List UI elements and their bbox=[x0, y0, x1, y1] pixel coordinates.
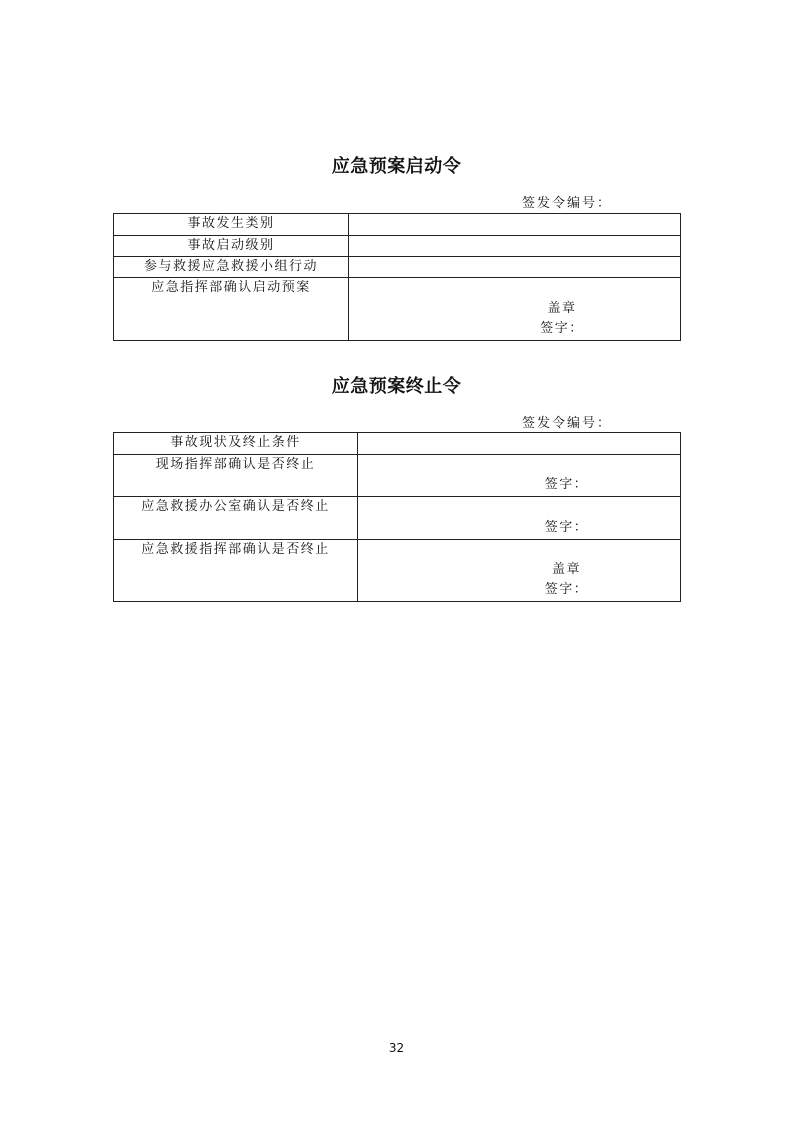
sign-label: 签字： bbox=[544, 582, 589, 597]
table-row bbox=[114, 433, 681, 455]
start-order-table bbox=[113, 213, 681, 341]
row-value-field[interactable] bbox=[358, 433, 681, 455]
seal-label: 盖章 bbox=[551, 562, 581, 577]
row-value-field[interactable] bbox=[349, 257, 681, 278]
row-label: 现场指挥部确认是否终止 bbox=[114, 455, 358, 497]
row-value-field[interactable] bbox=[349, 214, 681, 236]
table-row bbox=[114, 497, 681, 540]
table-row bbox=[114, 236, 681, 257]
table-row bbox=[114, 214, 681, 236]
table-row bbox=[114, 257, 681, 278]
row-label: 应急救援办公室确认是否终止 bbox=[114, 497, 358, 540]
end-order-table bbox=[113, 432, 681, 602]
row-label: 事故启动级别 bbox=[114, 236, 349, 257]
table-row bbox=[114, 278, 681, 341]
table-row bbox=[114, 540, 681, 602]
signature-block bbox=[358, 475, 680, 495]
row-label: 应急救援指挥部确认是否终止 bbox=[114, 540, 358, 602]
signature-block bbox=[358, 560, 680, 600]
signature-field[interactable] bbox=[358, 497, 681, 540]
start-order-title: 应急预案启动令 bbox=[331, 156, 462, 177]
signature-field[interactable] bbox=[358, 455, 681, 497]
table-row bbox=[114, 455, 681, 497]
signature-field[interactable] bbox=[358, 540, 681, 602]
row-value-field[interactable] bbox=[349, 236, 681, 257]
row-label: 应急指挥部确认启动预案 bbox=[114, 278, 349, 341]
signature-block bbox=[358, 518, 680, 538]
end-order-title: 应急预案终止令 bbox=[331, 376, 462, 397]
row-label: 事故发生类别 bbox=[114, 214, 349, 236]
row-label: 参与救援应急救援小组行动 bbox=[114, 257, 349, 278]
end-order-serial-label: 签发令编号： bbox=[522, 416, 613, 431]
sign-label: 签字： bbox=[544, 477, 589, 492]
sign-label: 签字： bbox=[540, 321, 584, 336]
seal-label: 盖章 bbox=[547, 301, 577, 316]
start-order-serial-label: 签发令编号： bbox=[522, 196, 613, 211]
page-number: 32 bbox=[388, 1041, 405, 1055]
signature-block bbox=[349, 299, 680, 339]
row-label: 事故现状及终止条件 bbox=[114, 433, 358, 455]
signature-field[interactable] bbox=[349, 278, 681, 341]
sign-label: 签字： bbox=[544, 520, 589, 535]
